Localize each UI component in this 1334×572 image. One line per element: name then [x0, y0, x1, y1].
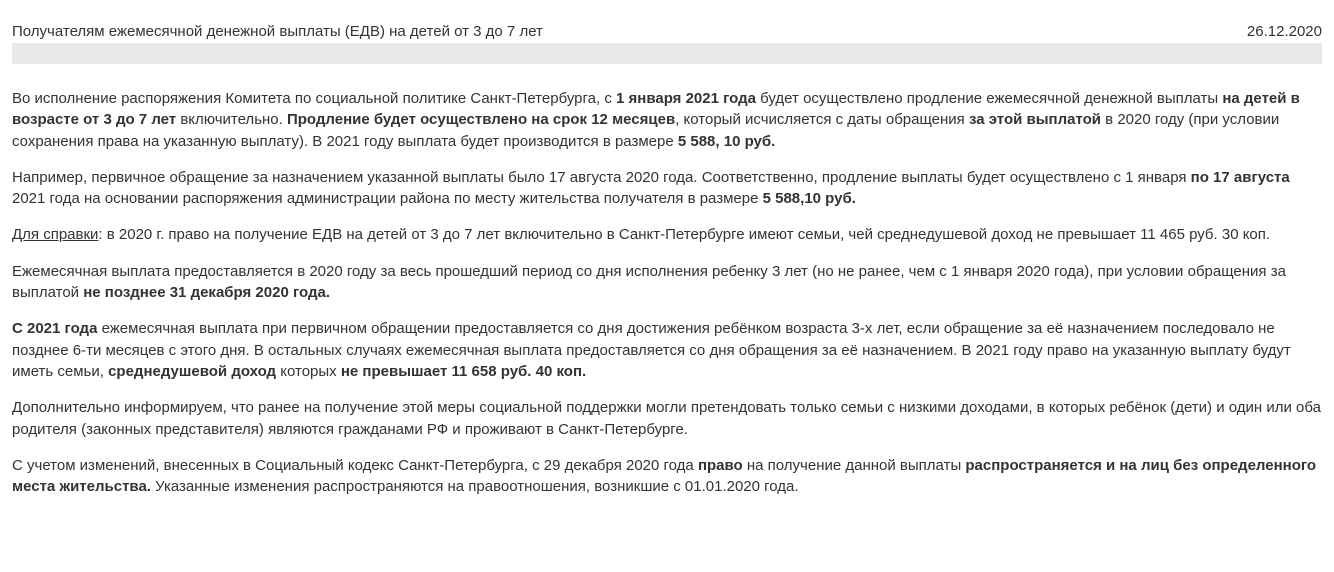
body-text: Например, первичное обращение за назначением указанной выплаты было 17 августа 2020 года. Соответственно, продление выплаты будет осуществлено с 1 января: [12, 168, 1191, 186]
body-text: включительно.: [176, 111, 287, 129]
paragraph-2021-rules: [12, 318, 1322, 382]
paragraph-extension: [12, 88, 1322, 152]
header-divider-bar: [12, 43, 1322, 64]
emphasis-text: Продление будет осуществлено на срок 12 месяцев: [286, 111, 676, 129]
body-text: на получение данной выплаты: [742, 456, 966, 474]
emphasis-text: 5 588, 10 руб.: [677, 132, 776, 150]
body-text: будет осуществлено продление ежемесячной денежной выплаты: [756, 90, 1223, 107]
paragraph-additional-info: [12, 397, 1322, 440]
emphasis-text: на детей в возрасте от 3 до 7 лет: [12, 90, 1300, 129]
body-text: Во исполнение распоряжения Комитета по социальной политике Санкт-Петербурга, с: [12, 90, 616, 107]
body-text: Дополнительно информируем, что ранее на получение этой меры социальной поддержки могли претендовать только семьи с низкими доходами, в которых ребёнок (дети) и один или оба родителя (законных представителя) являются гражданами РФ и проживают в Санкт-Петербурге.: [12, 399, 1321, 438]
emphasis-text: за этой выплатой: [968, 111, 1102, 129]
paragraph-code-changes: [12, 455, 1322, 498]
underlined-text: Для справки: [12, 226, 99, 244]
body-text: которых: [276, 362, 341, 380]
news-title: Получателям ежемесячной денежной выплаты (ЕДВ) на детей от 3 до 7 лет: [12, 23, 543, 40]
emphasis-text: С 2021 года: [12, 320, 98, 338]
paragraph-example: [12, 167, 1322, 210]
emphasis-text: право: [697, 456, 743, 474]
paragraph-2020-payment: [12, 261, 1322, 304]
news-header: [12, 0, 1322, 44]
emphasis-text: по 17 августа: [1190, 168, 1290, 186]
body-text: , который исчисляется с даты обращения: [675, 111, 969, 129]
body-text: 2021 года на основании распоряжения администрации района по месту жительства получателя в размере: [12, 190, 763, 208]
article-body: [12, 64, 1322, 497]
emphasis-text: среднедушевой доход: [108, 362, 277, 380]
body-text: в 2020 году (при условии сохранения права на указанную выплату). В 2021 году выплата будет производится в размере: [12, 111, 1280, 150]
emphasis-text: 5 588,10 руб.: [762, 190, 856, 208]
body-text: : в 2020 г. право на получение ЕДВ на детей от 3 до 7 лет включительно в Санкт-Петербурге имеют семьи, чей среднедушевой доход не превышает 11 465 руб. 30 коп.: [98, 226, 1271, 244]
body-text: ежемесячная выплата при первичном обращении предоставляется со дня достижения ребёнком возраста 3-х лет, если обращение за её назначением последовало не позднее 6-ти месяцев с этого дня. В остальных случаях ежемесячная выплата предоставляется со дня обращения за её назначением. В 2021 году право на указанную выплату будут иметь семьи,: [12, 320, 1291, 380]
body-text: Ежемесячная выплата предоставляется в 2020 году за весь прошедший период со дня исполнения ребенку 3 лет (но не ранее, чем с 1 января 2020 года), при условии обращения за выплатой: [12, 262, 1286, 302]
paragraph-reference: [12, 224, 1322, 245]
news-date: 26.12.2020: [1246, 23, 1322, 40]
body-text: С учетом изменений, внесенных в Социальный кодекс Санкт-Петербурга, с 29 декабря 2020 года: [12, 456, 698, 474]
emphasis-text: не позднее 31 декабря 2020 года.: [83, 284, 331, 302]
emphasis-text: 1 января 2021 года: [616, 90, 756, 107]
emphasis-text: не превышает 11 658 руб. 40 коп.: [340, 362, 587, 380]
emphasis-text: распространяется и на лиц без определенного места жительства.: [12, 456, 1317, 496]
body-text: Указанные изменения распространяются на правоотношения, возникшие с 01.01.2020 года.: [150, 478, 799, 496]
